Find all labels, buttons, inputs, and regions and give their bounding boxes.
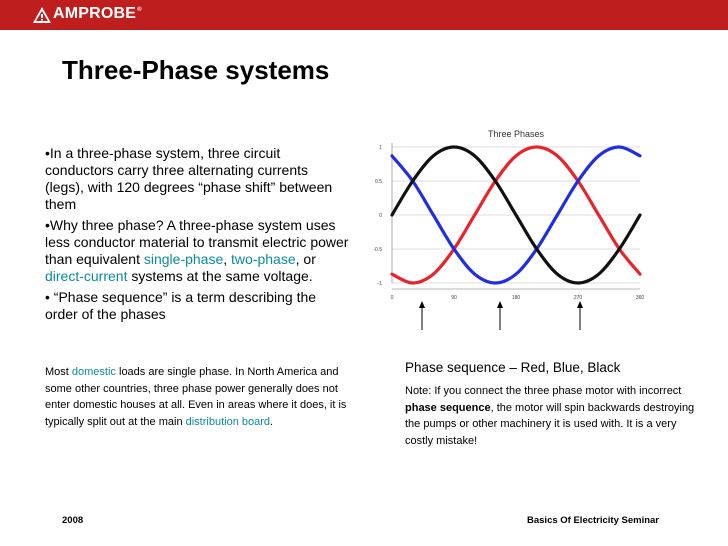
y-tick-label: -0.5 (373, 247, 382, 253)
registered-mark: ® (137, 7, 142, 13)
x-tick-label: 270 (573, 295, 583, 301)
bullet-marker: • (45, 289, 50, 305)
x-tick-label: 90 (451, 295, 457, 301)
footer-year: 2008 (62, 515, 84, 526)
bullet-text: Why three phase? A three-phase system uses less conductor material to transmit electric power than equivalent (45, 217, 349, 267)
warning-text: , the motor will spin backwards destroying the pumps or other machinery it is used with. It is a very costly mistake! (405, 401, 695, 447)
warning-text: Note: If you connect the three phase motor with incorrect (405, 385, 682, 397)
bullet-item (45, 145, 350, 213)
three-phase-chart (366, 125, 666, 305)
note-text: loads are single phase. In North America and some other countries, three phase power generally does not enter domestic houses at all. Even in areas where it does, it is typically split out at the main (45, 366, 347, 428)
arrow-head-icon (577, 301, 583, 308)
bullet-text-tail: systems at the same voltage. (127, 268, 313, 284)
domestic-note (45, 364, 350, 430)
separator: , or (295, 251, 316, 267)
note-text: . (270, 415, 274, 428)
bullet-list (45, 145, 350, 327)
link-domestic[interactable]: domestic (71, 366, 116, 378)
brand-logo (53, 5, 142, 23)
link-two-phase[interactable]: two-phase (231, 251, 296, 267)
phase-sequence-emphasis: phase sequence (405, 401, 491, 414)
chart-title: Three Phases (487, 129, 545, 139)
phase-arrows (410, 300, 600, 332)
y-tick-label: 0.5 (375, 179, 382, 185)
link-direct-current[interactable]: direct-current (45, 268, 128, 284)
x-tick-label: 180 (511, 295, 521, 301)
warning-triangle-icon (32, 6, 52, 24)
bullet-item (45, 289, 350, 323)
arrow-head-icon (419, 301, 425, 308)
bullet-marker: • (45, 145, 50, 161)
footer-title: Basics Of Electricity Seminar (527, 515, 660, 526)
link-single-phase[interactable]: single-phase (143, 251, 224, 267)
link-distribution-board[interactable]: distribution board (185, 415, 271, 428)
bullet-item (45, 217, 350, 285)
y-tick-label: -1 (377, 281, 382, 287)
brand-name: AMPROBE (53, 5, 137, 22)
bullet-marker: • (45, 217, 50, 233)
x-tick-label: 0 (390, 295, 394, 301)
y-tick-label: 1 (379, 145, 382, 151)
bullet-text: “Phase sequence” is a term describing the order of the phases (45, 289, 317, 322)
phase-sequence-caption: Phase sequence – Red, Blue, Black (405, 360, 621, 375)
separator: , (223, 251, 232, 267)
arrow-head-icon (497, 301, 503, 308)
note-text: Most (45, 366, 72, 378)
slide-title: Three-Phase systems (62, 55, 330, 85)
header-bar (0, 0, 728, 30)
x-tick-label: 360 (635, 295, 645, 301)
phase-sequence-warning (405, 383, 700, 449)
bullet-text: In a three-phase system, three circuit conductors carry three alternating currents (legs), with 120 degrees “phase shift” between them (45, 145, 333, 212)
y-tick-label: 0 (379, 213, 382, 219)
